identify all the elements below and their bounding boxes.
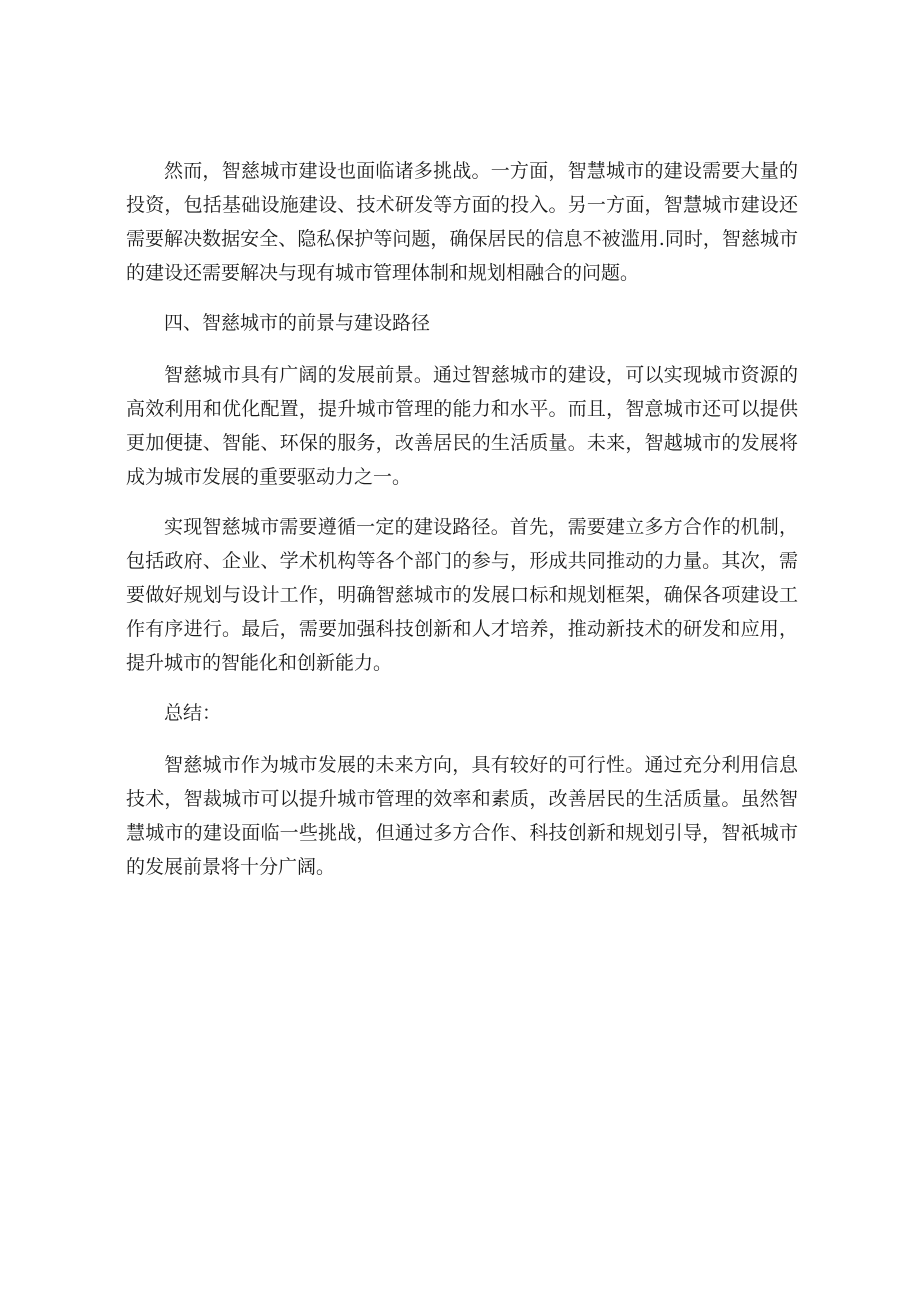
document-body [126,154,798,900]
paragraph-challenges: 然而，智慈城市建设也面临诸多挑战。一方面，智慧城市的建设需要大量的投资，包括基础设施建设、技术研发等方面的投入。另一方面，智慧城市建设还需要解决数据安全、隐私保护等问题，确保居民的信息不被滥用.同时，智慈城市的建设还需要解决与现有城市管理体制和规划相融合的问题。 [126,160,798,284]
paragraph-construction-path: 实现智慈城市需要遵循一定的建设路径。首先，需要建立多方合作的机制，包括政府、企业、学术机构等各个部门的参与，形成共同推动的力量。其次，需要做好规划与设计工作，明确智慈城市的发展口标和规划框架，确保各项建设工作有序进行。最后，需要加强科技创新和人才培养，推动新技术的研发和应用，提升城市的智能化和创新能力。 [126,516,798,674]
paragraph-summary: 智慈城市作为城市发展的未来方向，具有较好的可行性。通过充分利用信息技术，智裁城市可以提升城市管理的效率和素质，改善居民的生活质量。虽然智慧城市的建设面临一些挑战，但通过多方合作、科技创新和规划引导，智祇城市的发展前景将十分广阔。 [126,754,798,878]
summary-heading: 总结： [164,702,222,724]
section-heading-prospects: 四、智慈城市的前景与建设路径 [164,312,431,334]
paragraph-prospects: 智慈城市具有广阔的发展前景。通过智慈城市的建设，可以实现城市资源的高效利用和优化配置，提升城市管理的能力和水平。而且，智意城市还可以提供更加便捷、智能、环保的服务，改善居民的生活质量。未来，智越城市的发展将成为城市发展的重要驱动力之一。 [126,364,798,488]
